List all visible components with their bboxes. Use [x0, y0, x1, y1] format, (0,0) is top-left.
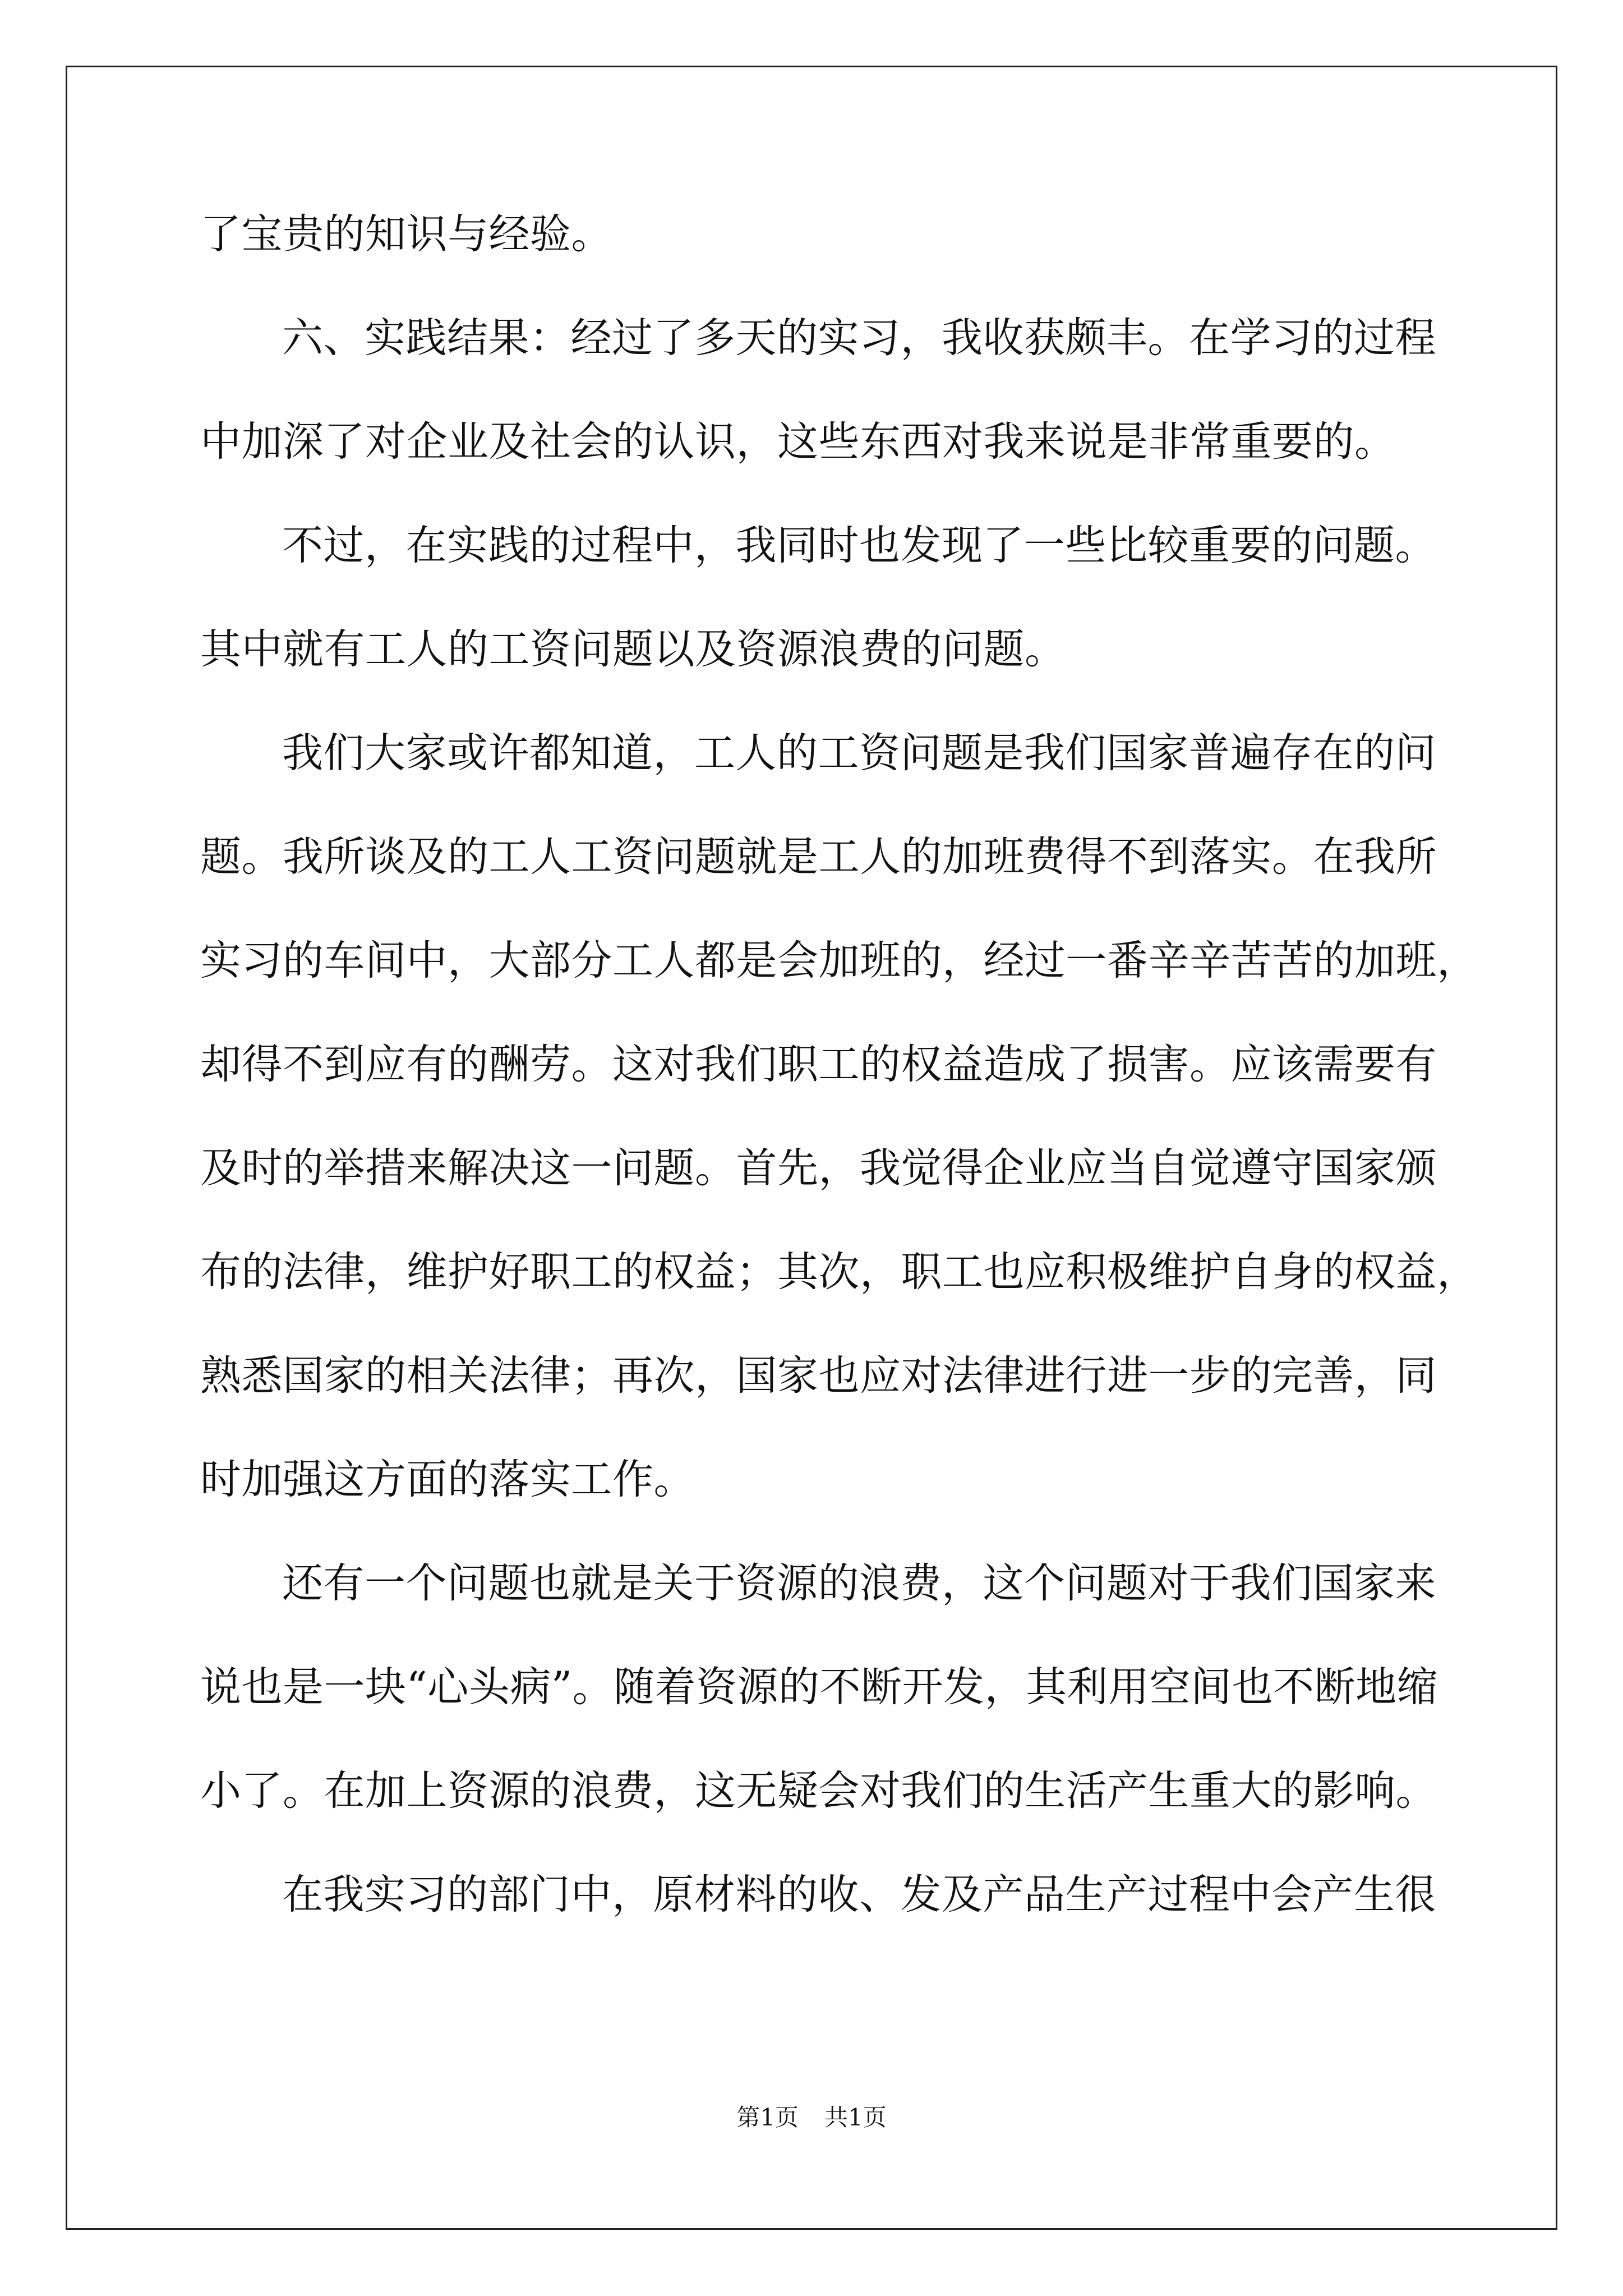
text-line: 不过，在实践的过程中，我同时也发现了一些比较重要的问题。 [282, 522, 1436, 569]
text-line: 小了。在加上资源的浪费，这无疑会对我们的生活产生重大的影响。 [200, 1767, 1437, 1815]
text-line: 却得不到应有的酬劳。这对我们职工的权益造成了损害。应该需要有 [200, 1041, 1437, 1088]
text-line: 时加强这方面的落实工作。 [200, 1456, 695, 1503]
page-number-current: 第1页 [736, 2104, 799, 2131]
text-line: 在我实习的部门中，原材料的收、发及产品生产过程中会产生很 [282, 1871, 1436, 1918]
text-line: 熟悉国家的相关法律；再次，国家也应对法律进行进一步的完善，同 [200, 1352, 1437, 1400]
text-line: 及时的举措来解决这一问题。首先，我觉得企业应当自觉遵守国家颁 [200, 1144, 1437, 1192]
text-line: 其中就有工人的工资问题以及资源浪费的问题。 [200, 625, 1066, 673]
text-line: 题。我所谈及的工人工资问题就是工人的加班费得不到落实。在我所 [200, 833, 1437, 881]
text-line: 我们大家或许都知道，工人的工资问题是我们国家普遍存在的问 [282, 729, 1436, 777]
text-line: 六、实践结果：经过了多天的实习，我收获颇丰。在学习的过程 [282, 314, 1436, 362]
page-footer [0, 2101, 1623, 2134]
text-line: 布的法律，维护好职工的权益；其次，职工也应积极维护自身的权益， [200, 1248, 1478, 1296]
text-line: 说也是一块“心头病”。随着资源的不断开发，其利用空间也不断地缩 [200, 1663, 1438, 1711]
text-line: 中加深了对企业及社会的认识，这些东西对我来说是非常重要的。 [200, 418, 1396, 466]
text-line: 还有一个问题也就是关于资源的浪费，这个问题对于我们国家来 [282, 1559, 1436, 1607]
page-number-total: 共1页 [824, 2104, 887, 2131]
text-line: 实习的车间中，大部分工人都是会加班的，经过一番辛辛苦苦的加班， [200, 937, 1478, 984]
text-line: 了宝贵的知识与经验。 [200, 210, 612, 258]
